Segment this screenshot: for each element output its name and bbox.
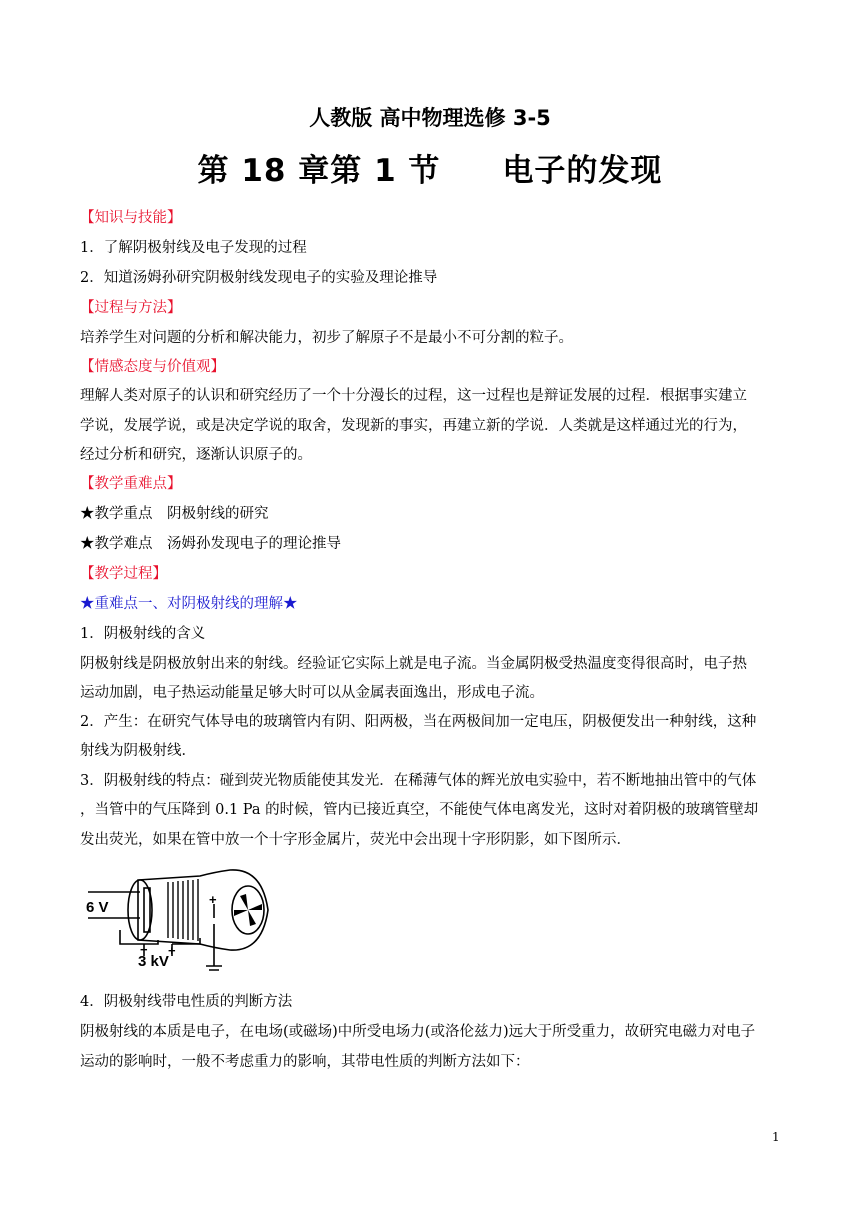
item2-line-1: 2．产生：在研究气体导电的玻璃管内有阴、阳两极，当在两极间加一定电压，阴极便发出一种射线，这种: [80, 714, 757, 730]
item4-title: 4．阴极射线带电性质的判断方法: [80, 994, 293, 1010]
cathode-cap: [128, 880, 152, 940]
cross-shadow: [234, 894, 262, 926]
item4-line-1: 阴极射线的本质是电子，在电场(或磁场)中所受电场力(或洛伦兹力)远大于所受重力，故研究电磁力对电子: [80, 1024, 756, 1040]
item3-line-2: ，当管中的气压降到 0.1 Pa 的时候，管内已接近真空，不能使气体电离发光，这时对着阴极的玻璃管壁却: [80, 802, 759, 818]
item3-line-3: 发出荧光，如果在管中放一个十字形金属片，荧光中会出现十字形阴影，如下图所示．: [80, 832, 631, 848]
focus-heading-1: ★重难点一、对阴极射线的理解★: [80, 596, 298, 612]
item1-line-2: 运动加剧，电子热运动能量足够大时可以从金属表面逸出，形成电子流。: [80, 685, 544, 701]
heading-teaching-process: 【教学过程】: [80, 566, 167, 582]
item2-line-2: 射线为阴极射线．: [80, 743, 196, 759]
cathode-wire: [120, 930, 158, 944]
key-point-1: ★教学重点 阴极射线的研究: [80, 506, 269, 522]
label-minus: −: [140, 942, 148, 957]
cathode-ray-tube-figure: [80, 860, 280, 980]
section-title: 电子的发现: [502, 153, 663, 189]
label-6v: 6 V: [86, 899, 109, 916]
emotion-line-2: 学说，发展学说，或是决定学说的取舍，发现新的事实，再建立新的学说．人类就是这样通过光的行为，: [80, 418, 747, 434]
ground-symbol: [206, 924, 222, 970]
emotion-line-1: 理解人类对原子的认识和研究经历了一个十分漫长的过程，这一过程也是辩证发展的过程．根据事实建立: [80, 388, 747, 404]
item4-line-2: 运动的影响时，一般不考虑重力的影响，其带电性质的判断方法如下：: [80, 1054, 530, 1070]
chapter-label: 第 18 章第 1 节: [197, 153, 441, 189]
page-number: 1: [772, 1130, 780, 1144]
document-subtitle: 人教版 高中物理选修 3-5: [309, 106, 551, 130]
heading-key-points: 【教学重难点】: [80, 476, 182, 492]
heading-emotion: 【情感态度与价值观】: [80, 359, 225, 375]
tube-grid: [168, 879, 198, 941]
knowledge-item-1: 1．了解阴极射线及电子发现的过程: [80, 240, 307, 256]
key-point-2: ★教学难点 汤姆孙发现电子的理论推导: [80, 536, 341, 552]
label-plus: +: [168, 943, 176, 958]
heading-process: 【过程与方法】: [80, 300, 182, 316]
knowledge-item-2: 2．知道汤姆孙研究阴极射线发现电子的实验及理论推导: [80, 270, 438, 286]
item3-line-1: 3．阴极射线的特点：碰到荧光物质能使其发光．在稀薄气体的辉光放电实验中，若不断地抽出管中的气体: [80, 773, 757, 789]
item1-line-1: 阴极射线是阴极放射出来的射线。经验证它实际上就是电子流。当金属阴极受热温度变得很高时，电子热: [80, 656, 747, 672]
process-text: 培养学生对问题的分析和解决能力，初步了解原子不是最小不可分割的粒子。: [80, 330, 573, 346]
cathode-plate: [144, 888, 150, 932]
label-anode-plus: +: [209, 892, 217, 907]
label-3kv: 3 kV: [138, 953, 169, 970]
document-title: [0, 145, 860, 190]
emotion-line-3: 经过分析和研究，逐渐认识原子的。: [80, 447, 312, 463]
item1-title: 1．阴极射线的含义: [80, 626, 206, 642]
heading-knowledge: 【知识与技能】: [80, 210, 182, 226]
